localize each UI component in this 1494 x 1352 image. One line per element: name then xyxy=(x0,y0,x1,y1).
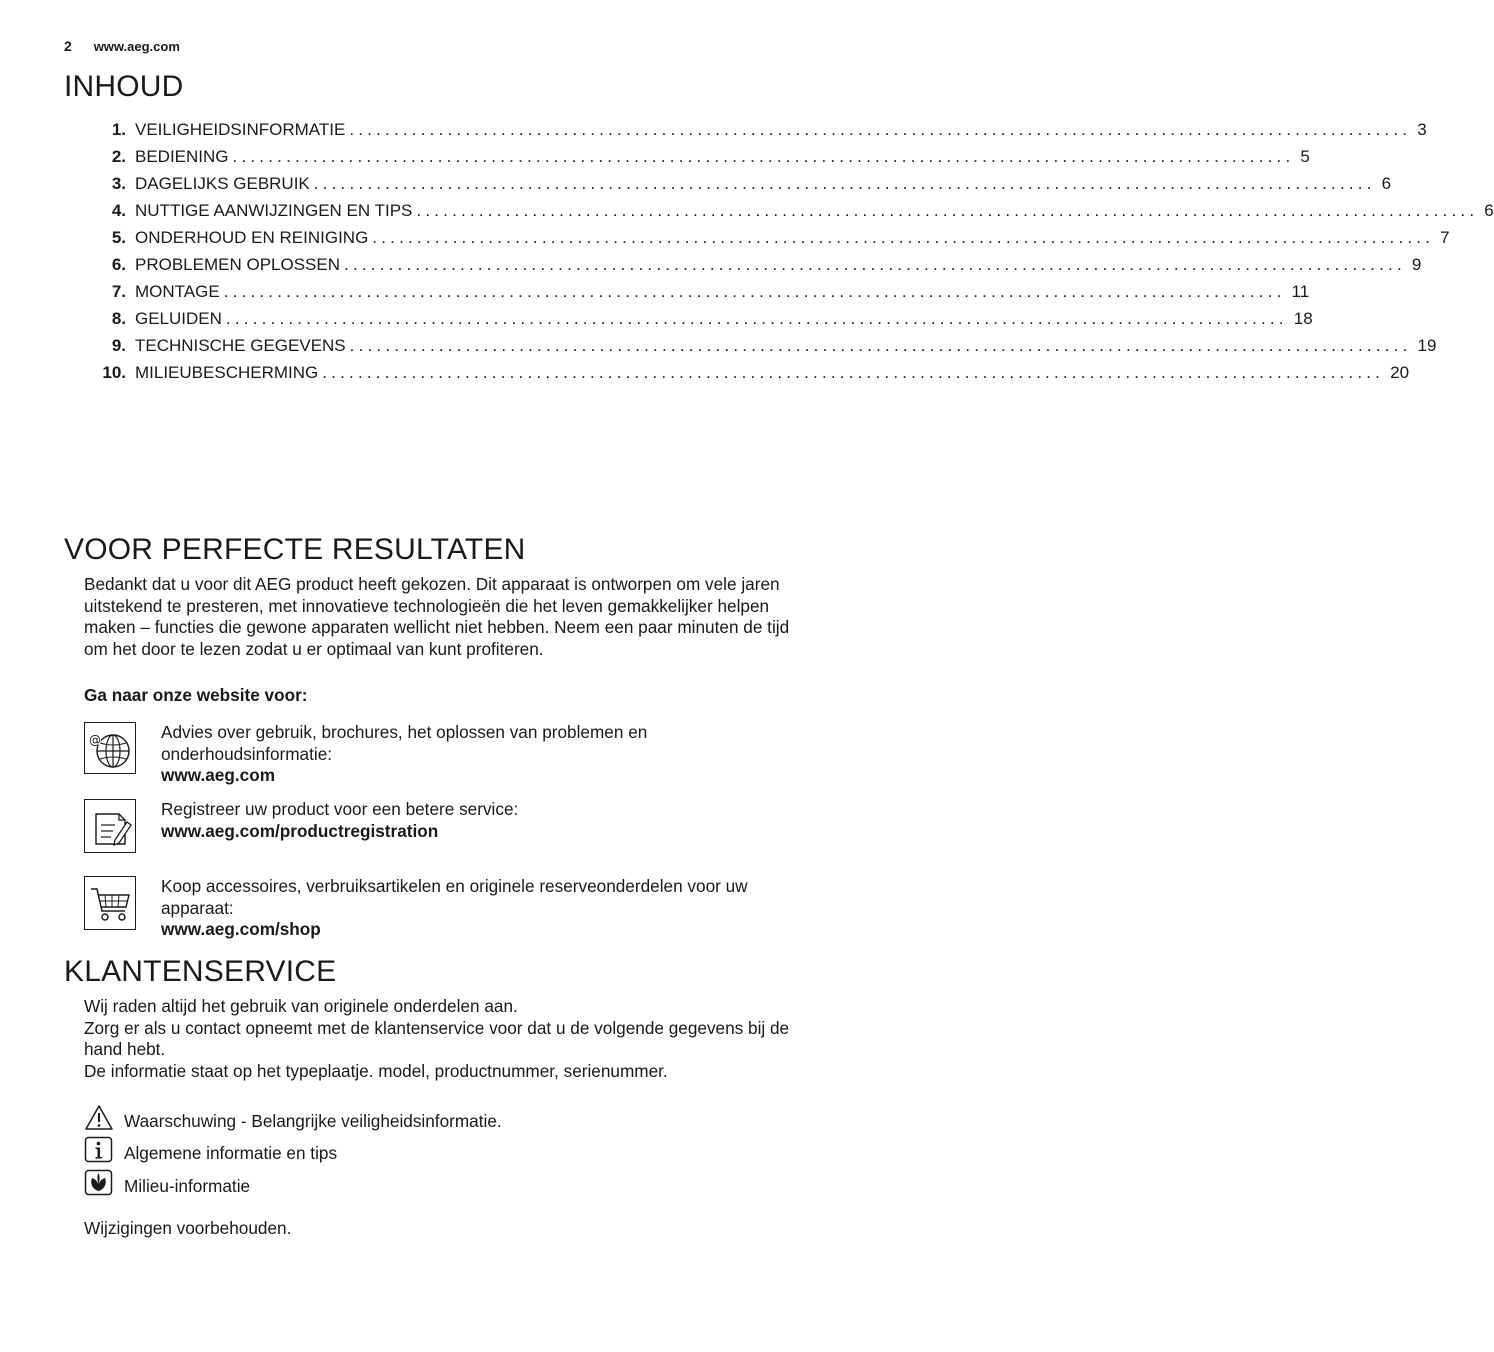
toc-leader-dots: ....................................................................................................................... xyxy=(223,282,1286,301)
toc-item[interactable]: 3. DAGELIJKS GEBRUIK ....................................................................................................................... 6 xyxy=(111,174,1392,193)
page-number: 2 xyxy=(64,38,72,54)
shopping-cart-icon xyxy=(84,876,136,930)
shop-link[interactable]: www.aeg.com/shop xyxy=(161,919,321,939)
page-header xyxy=(64,38,180,54)
environment-icon xyxy=(84,1169,114,1197)
table-of-contents xyxy=(86,120,1494,390)
registration-form-icon xyxy=(84,799,136,853)
web-item-registration xyxy=(84,799,896,855)
toc-leader-dots: ....................................................................................................................... xyxy=(313,174,1376,193)
web-item-text: Registreer uw product voor een betere service: www.aeg.com/productregistration xyxy=(161,799,901,842)
web-item-text: Advies over gebruik, brochures, het oplossen van problemen en onderhoudsinformatie: www.aeg.com xyxy=(161,722,901,787)
toc-item[interactable]: 10. MILIEUBESCHERMING ....................................................................................................................... 20 xyxy=(102,363,1410,382)
web-item-advice xyxy=(84,722,896,785)
toc-leader-dots: ....................................................................................................................... xyxy=(232,147,1295,166)
website-heading: Ga naar onze website voor: xyxy=(84,685,308,705)
toc-item[interactable]: 1. VEILIGHEIDSINFORMATIE ....................................................................................................................... 3 xyxy=(111,120,1427,139)
legend-info: Algemene informatie en tips xyxy=(84,1136,684,1164)
toc-leader-dots: ....................................................................................................................... xyxy=(225,309,1288,328)
toc-title: INHOUD xyxy=(64,70,184,103)
toc-item[interactable]: 5. ONDERHOUD EN REINIGING ....................................................................................................................... 7 xyxy=(111,228,1450,247)
toc-leader-dots: ....................................................................................................................... xyxy=(416,201,1479,220)
header-website[interactable]: www.aeg.com xyxy=(93,39,180,54)
registration-link[interactable]: www.aeg.com/productregistration xyxy=(161,820,439,841)
toc-item[interactable]: 2. BEDIENING ....................................................................................................................... 5 xyxy=(111,147,1310,166)
legend-environment: Milieu-informatie xyxy=(84,1169,684,1197)
web-item-shop xyxy=(84,876,896,939)
service-paragraph: Wij raden altijd het gebruik van originele onderdelen aan. Zorg er als u contact opneemt met de klantenservice voor dat u de volgende gegevens bij de hand hebt. De informatie staat op het typeplaatje. model, productnummer, serienummer. xyxy=(84,996,790,1081)
legend-warning: Waarschuwing - Belangrijke veiligheidsinformatie. xyxy=(84,1104,684,1132)
toc-leader-dots: ....................................................................................................................... xyxy=(344,255,1406,274)
info-icon xyxy=(84,1136,114,1164)
warning-icon xyxy=(84,1104,114,1132)
results-section-title: VOOR PERFECTE RESULTATEN xyxy=(64,533,526,566)
toc-leader-dots: ....................................................................................................................... xyxy=(349,336,1412,355)
toc-leader-dots: ....................................................................................................................... xyxy=(322,363,1385,382)
toc-item[interactable]: 7. MONTAGE ....................................................................................................................... 11 xyxy=(111,282,1310,301)
toc-leader-dots: ....................................................................................................................... xyxy=(349,120,1412,139)
svg-text:@: @ xyxy=(89,733,101,747)
website-link[interactable]: www.aeg.com xyxy=(161,765,275,785)
results-intro-paragraph: Bedankt dat u voor dit AEG product heeft gekozen. Dit apparaat is ontworpen om vele jaren uitstekend te presteren, met innovatieve technologieën die het leven gemakkelijker helpen maken – functies die gewone apparaten wellicht niet hebben. Neem een paar minuten de tijd om het door te lezen zodat u er optimaal van kunt profiteren. xyxy=(84,574,790,659)
web-item-text: Koop accessoires, verbruiksartikelen en originele reserveonderdelen voor uw apparaat: www.aeg.com/shop xyxy=(161,876,901,941)
toc-item[interactable]: 9. TECHNISCHE GEGEVENS ....................................................................................................................... 19 xyxy=(111,336,1437,355)
toc-item[interactable]: 8. GELUIDEN ....................................................................................................................... 18 xyxy=(111,309,1313,328)
toc-item[interactable]: 6. PROBLEMEN OPLOSSEN ....................................................................................................................... 9 xyxy=(111,255,1422,274)
service-section-title: KLANTENSERVICE xyxy=(64,955,337,988)
toc-leader-dots: ....................................................................................................................... xyxy=(372,228,1435,247)
footer-note: Wijzigingen voorbehouden. xyxy=(84,1218,292,1238)
toc-item[interactable]: 4. NUTTIGE AANWIJZINGEN EN TIPS ....................................................................................................................... 6 xyxy=(111,201,1494,220)
globe-icon xyxy=(84,722,136,774)
